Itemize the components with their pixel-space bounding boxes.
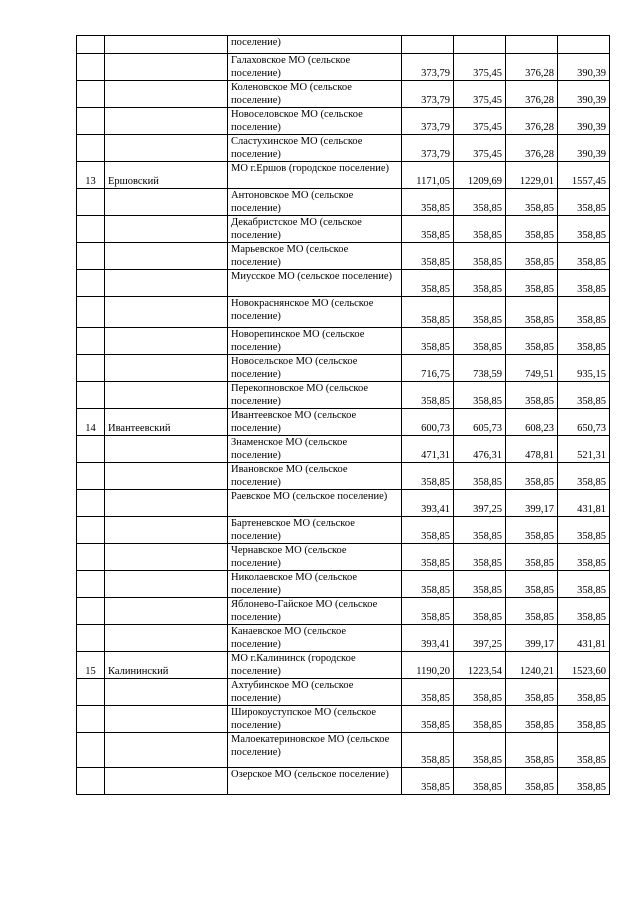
value-cell-3: 399,17 <box>506 490 558 517</box>
district-cell <box>105 270 228 297</box>
table-row <box>77 162 610 189</box>
district-cell <box>105 36 228 54</box>
value-cell-3: 399,17 <box>506 625 558 652</box>
municipality-cell: Галаховское МО (сельское поселение) <box>228 54 402 81</box>
value-cell-2: 358,85 <box>454 328 506 355</box>
district-cell: Ивантеевский <box>105 409 228 436</box>
row-number-cell <box>77 189 105 216</box>
value-cell-1: 373,79 <box>402 135 454 162</box>
table-row <box>77 706 610 733</box>
district-cell <box>105 216 228 243</box>
municipality-cell: Новокраснянское МО (сельское поселение) <box>228 297 402 328</box>
municipality-cell: МО г.Калининск (городское поселение) <box>228 652 402 679</box>
value-cell-4: 390,39 <box>558 108 610 135</box>
value-cell-3: 358,85 <box>506 382 558 409</box>
value-cell-2: 358,85 <box>454 733 506 768</box>
value-cell-1: 358,85 <box>402 216 454 243</box>
district-cell <box>105 81 228 108</box>
table-row <box>77 436 610 463</box>
value-cell-2: 375,45 <box>454 81 506 108</box>
table-row <box>77 297 610 328</box>
row-number-cell: 14 <box>77 409 105 436</box>
value-cell-4: 358,85 <box>558 382 610 409</box>
row-number-cell: 13 <box>77 162 105 189</box>
district-cell <box>105 544 228 571</box>
row-number-cell <box>77 355 105 382</box>
value-cell-2: 358,85 <box>454 189 506 216</box>
value-cell-3: 376,28 <box>506 81 558 108</box>
row-number-cell <box>77 382 105 409</box>
value-cell-3: 1240,21 <box>506 652 558 679</box>
row-number-cell <box>77 243 105 270</box>
value-cell-3: 358,85 <box>506 243 558 270</box>
row-number-cell <box>77 768 105 795</box>
row-number-cell <box>77 463 105 490</box>
row-number-cell <box>77 733 105 768</box>
district-cell <box>105 706 228 733</box>
value-cell-2: 358,85 <box>454 463 506 490</box>
value-cell-4: 431,81 <box>558 490 610 517</box>
municipality-cell: Новорепинское МО (сельское поселение) <box>228 328 402 355</box>
value-cell-2: 358,85 <box>454 544 506 571</box>
district-cell <box>105 355 228 382</box>
value-cell-3: 478,81 <box>506 436 558 463</box>
value-cell-4: 390,39 <box>558 54 610 81</box>
value-cell-2: 358,85 <box>454 517 506 544</box>
value-cell-3: 358,85 <box>506 328 558 355</box>
value-cell-3: 358,85 <box>506 216 558 243</box>
row-number-cell <box>77 544 105 571</box>
value-cell-3: 376,28 <box>506 54 558 81</box>
value-cell-1: 358,85 <box>402 270 454 297</box>
municipality-cell: Марьевское МО (сельское поселение) <box>228 243 402 270</box>
value-cell-2: 358,85 <box>454 679 506 706</box>
value-cell-3: 376,28 <box>506 108 558 135</box>
value-cell-2: 375,45 <box>454 135 506 162</box>
value-cell-1: 358,85 <box>402 679 454 706</box>
row-number-cell <box>77 81 105 108</box>
row-number-cell <box>77 297 105 328</box>
municipality-cell: Сластухинское МО (сельское поселение) <box>228 135 402 162</box>
value-cell-2: 358,85 <box>454 243 506 270</box>
value-cell-1: 358,85 <box>402 768 454 795</box>
table-row <box>77 328 610 355</box>
municipality-cell: Озерское МО (сельское поселение) <box>228 768 402 795</box>
table-row <box>77 517 610 544</box>
value-cell-3: 358,85 <box>506 571 558 598</box>
municipality-cell: Ивановское МО (сельское поселение) <box>228 463 402 490</box>
value-cell-2: 397,25 <box>454 490 506 517</box>
municipality-cell: Яблонево-Гайское МО (сельское поселение) <box>228 598 402 625</box>
value-cell-3: 358,85 <box>506 270 558 297</box>
table-row <box>77 768 610 795</box>
value-cell-4: 358,85 <box>558 544 610 571</box>
municipality-cell: Малоекатериновское МО (сельское поселение) <box>228 733 402 768</box>
table-row <box>77 733 610 768</box>
municipality-cell: Антоновское МО (сельское поселение) <box>228 189 402 216</box>
table-row <box>77 189 610 216</box>
table-row <box>77 54 610 81</box>
district-cell <box>105 436 228 463</box>
value-cell-4: 935,15 <box>558 355 610 382</box>
district-cell <box>105 490 228 517</box>
value-cell-2: 358,85 <box>454 571 506 598</box>
value-cell-1: 716,75 <box>402 355 454 382</box>
value-cell-1: 373,79 <box>402 54 454 81</box>
value-cell-4: 358,85 <box>558 328 610 355</box>
row-number-cell <box>77 436 105 463</box>
district-cell <box>105 108 228 135</box>
table-row <box>77 652 610 679</box>
district-cell <box>105 189 228 216</box>
municipality-cell: Николаевское МО (сельское поселение) <box>228 571 402 598</box>
municipality-cell: поселение) <box>228 36 402 54</box>
value-cell-4: 1557,45 <box>558 162 610 189</box>
value-cell-4: 1523,60 <box>558 652 610 679</box>
row-number-cell <box>77 328 105 355</box>
value-cell-4: 358,85 <box>558 463 610 490</box>
value-cell-4: 390,39 <box>558 135 610 162</box>
value-cell-1: 358,85 <box>402 517 454 544</box>
value-cell-4: 358,85 <box>558 189 610 216</box>
table-row <box>77 36 610 54</box>
municipality-cell: Знаменское МО (сельское поселение) <box>228 436 402 463</box>
value-cell-2: 375,45 <box>454 108 506 135</box>
row-number-cell <box>77 625 105 652</box>
district-cell <box>105 598 228 625</box>
value-cell-3: 358,85 <box>506 544 558 571</box>
value-cell-2: 358,85 <box>454 270 506 297</box>
value-cell-1: 358,85 <box>402 544 454 571</box>
value-cell-4: 358,85 <box>558 243 610 270</box>
value-cell-1: 373,79 <box>402 108 454 135</box>
value-cell-1: 358,85 <box>402 328 454 355</box>
district-cell <box>105 571 228 598</box>
value-cell-1: 358,85 <box>402 733 454 768</box>
table-row <box>77 490 610 517</box>
value-cell-1: 471,31 <box>402 436 454 463</box>
value-cell-2: 358,85 <box>454 382 506 409</box>
district-cell <box>105 463 228 490</box>
table-row <box>77 544 610 571</box>
value-cell-2: 358,85 <box>454 768 506 795</box>
value-cell-4: 358,85 <box>558 679 610 706</box>
value-cell-4: 358,85 <box>558 517 610 544</box>
value-cell-1: 358,85 <box>402 243 454 270</box>
value-cell-1: 358,85 <box>402 297 454 328</box>
municipality-cell: Новоселовское МО (сельское поселение) <box>228 108 402 135</box>
row-number-cell <box>77 679 105 706</box>
value-cell-1: 358,85 <box>402 382 454 409</box>
row-number-cell <box>77 54 105 81</box>
value-cell-2: 397,25 <box>454 625 506 652</box>
district-cell <box>105 625 228 652</box>
value-cell-4: 358,85 <box>558 598 610 625</box>
row-number-cell <box>77 517 105 544</box>
value-cell-4: 650,73 <box>558 409 610 436</box>
value-cell-4: 358,85 <box>558 706 610 733</box>
row-number-cell <box>77 36 105 54</box>
table-row <box>77 463 610 490</box>
table-row <box>77 382 610 409</box>
value-cell-2: 358,85 <box>454 598 506 625</box>
value-cell-3: 358,85 <box>506 733 558 768</box>
value-cell-1 <box>402 36 454 54</box>
district-cell <box>105 297 228 328</box>
district-cell <box>105 328 228 355</box>
municipality-cell: Ивантеевское МО (сельское поселение) <box>228 409 402 436</box>
value-cell-3: 358,85 <box>506 598 558 625</box>
table-row <box>77 679 610 706</box>
district-cell <box>105 733 228 768</box>
district-cell <box>105 243 228 270</box>
value-cell-3: 1229,01 <box>506 162 558 189</box>
value-cell-3: 749,51 <box>506 355 558 382</box>
municipality-cell: МО г.Ершов (городское поселение) <box>228 162 402 189</box>
value-cell-1: 358,85 <box>402 463 454 490</box>
table-row <box>77 135 610 162</box>
row-number-cell <box>77 706 105 733</box>
value-cell-2: 1209,69 <box>454 162 506 189</box>
municipality-cell: Коленовское МО (сельское поселение) <box>228 81 402 108</box>
district-cell <box>105 679 228 706</box>
row-number-cell <box>77 571 105 598</box>
value-cell-3: 376,28 <box>506 135 558 162</box>
value-cell-3: 358,85 <box>506 189 558 216</box>
table-row <box>77 243 610 270</box>
value-cell-3: 358,85 <box>506 768 558 795</box>
district-cell <box>105 517 228 544</box>
municipality-cell: Широкоуступское МО (сельское поселение) <box>228 706 402 733</box>
value-cell-4: 358,85 <box>558 571 610 598</box>
municipality-cell: Бартеневское МО (сельское поселение) <box>228 517 402 544</box>
district-cell <box>105 768 228 795</box>
table-row <box>77 598 610 625</box>
municipality-cell: Чернавское МО (сельское поселение) <box>228 544 402 571</box>
table-row <box>77 216 610 243</box>
value-cell-4: 358,85 <box>558 270 610 297</box>
value-cell-1: 358,85 <box>402 189 454 216</box>
municipality-cell: Миусское МО (сельское поселение) <box>228 270 402 297</box>
value-cell-4: 358,85 <box>558 768 610 795</box>
tariff-table <box>76 35 610 795</box>
value-cell-2: 358,85 <box>454 297 506 328</box>
value-cell-2: 476,31 <box>454 436 506 463</box>
district-cell: Калининский <box>105 652 228 679</box>
value-cell-2: 605,73 <box>454 409 506 436</box>
value-cell-4: 521,31 <box>558 436 610 463</box>
municipality-cell: Декабристское МО (сельское поселение) <box>228 216 402 243</box>
municipality-cell: Раевское МО (сельское поселение) <box>228 490 402 517</box>
district-cell <box>105 54 228 81</box>
value-cell-4: 358,85 <box>558 297 610 328</box>
value-cell-2: 738,59 <box>454 355 506 382</box>
value-cell-2: 358,85 <box>454 706 506 733</box>
district-cell <box>105 135 228 162</box>
value-cell-1: 393,41 <box>402 625 454 652</box>
value-cell-1: 358,85 <box>402 571 454 598</box>
district-cell: Ершовский <box>105 162 228 189</box>
municipality-cell: Ахтубинское МО (сельское поселение) <box>228 679 402 706</box>
table-body <box>77 36 610 795</box>
municipality-cell: Перекопновское МО (сельское поселение) <box>228 382 402 409</box>
value-cell-4: 431,81 <box>558 625 610 652</box>
value-cell-2: 358,85 <box>454 216 506 243</box>
municipality-cell: Новосельское МО (сельское поселение) <box>228 355 402 382</box>
value-cell-3: 358,85 <box>506 679 558 706</box>
row-number-cell <box>77 135 105 162</box>
row-number-cell <box>77 598 105 625</box>
value-cell-4: 358,85 <box>558 733 610 768</box>
table-row <box>77 108 610 135</box>
value-cell-1: 393,41 <box>402 490 454 517</box>
value-cell-1: 1171,05 <box>402 162 454 189</box>
value-cell-3: 358,85 <box>506 517 558 544</box>
row-number-cell <box>77 490 105 517</box>
value-cell-3 <box>506 36 558 54</box>
value-cell-1: 358,85 <box>402 706 454 733</box>
table-row <box>77 270 610 297</box>
value-cell-2 <box>454 36 506 54</box>
value-cell-2: 1223,54 <box>454 652 506 679</box>
row-number-cell <box>77 270 105 297</box>
value-cell-3: 358,85 <box>506 297 558 328</box>
value-cell-1: 373,79 <box>402 81 454 108</box>
value-cell-3: 358,85 <box>506 706 558 733</box>
value-cell-4: 358,85 <box>558 216 610 243</box>
district-cell <box>105 382 228 409</box>
value-cell-2: 375,45 <box>454 54 506 81</box>
value-cell-3: 358,85 <box>506 463 558 490</box>
value-cell-1: 600,73 <box>402 409 454 436</box>
table-row <box>77 355 610 382</box>
table-row <box>77 571 610 598</box>
municipality-cell: Канаевское МО (сельское поселение) <box>228 625 402 652</box>
table-row <box>77 81 610 108</box>
table-row <box>77 409 610 436</box>
row-number-cell <box>77 216 105 243</box>
value-cell-3: 608,23 <box>506 409 558 436</box>
table-row <box>77 625 610 652</box>
value-cell-4 <box>558 36 610 54</box>
value-cell-1: 1190,20 <box>402 652 454 679</box>
value-cell-1: 358,85 <box>402 598 454 625</box>
row-number-cell: 15 <box>77 652 105 679</box>
row-number-cell <box>77 108 105 135</box>
value-cell-4: 390,39 <box>558 81 610 108</box>
